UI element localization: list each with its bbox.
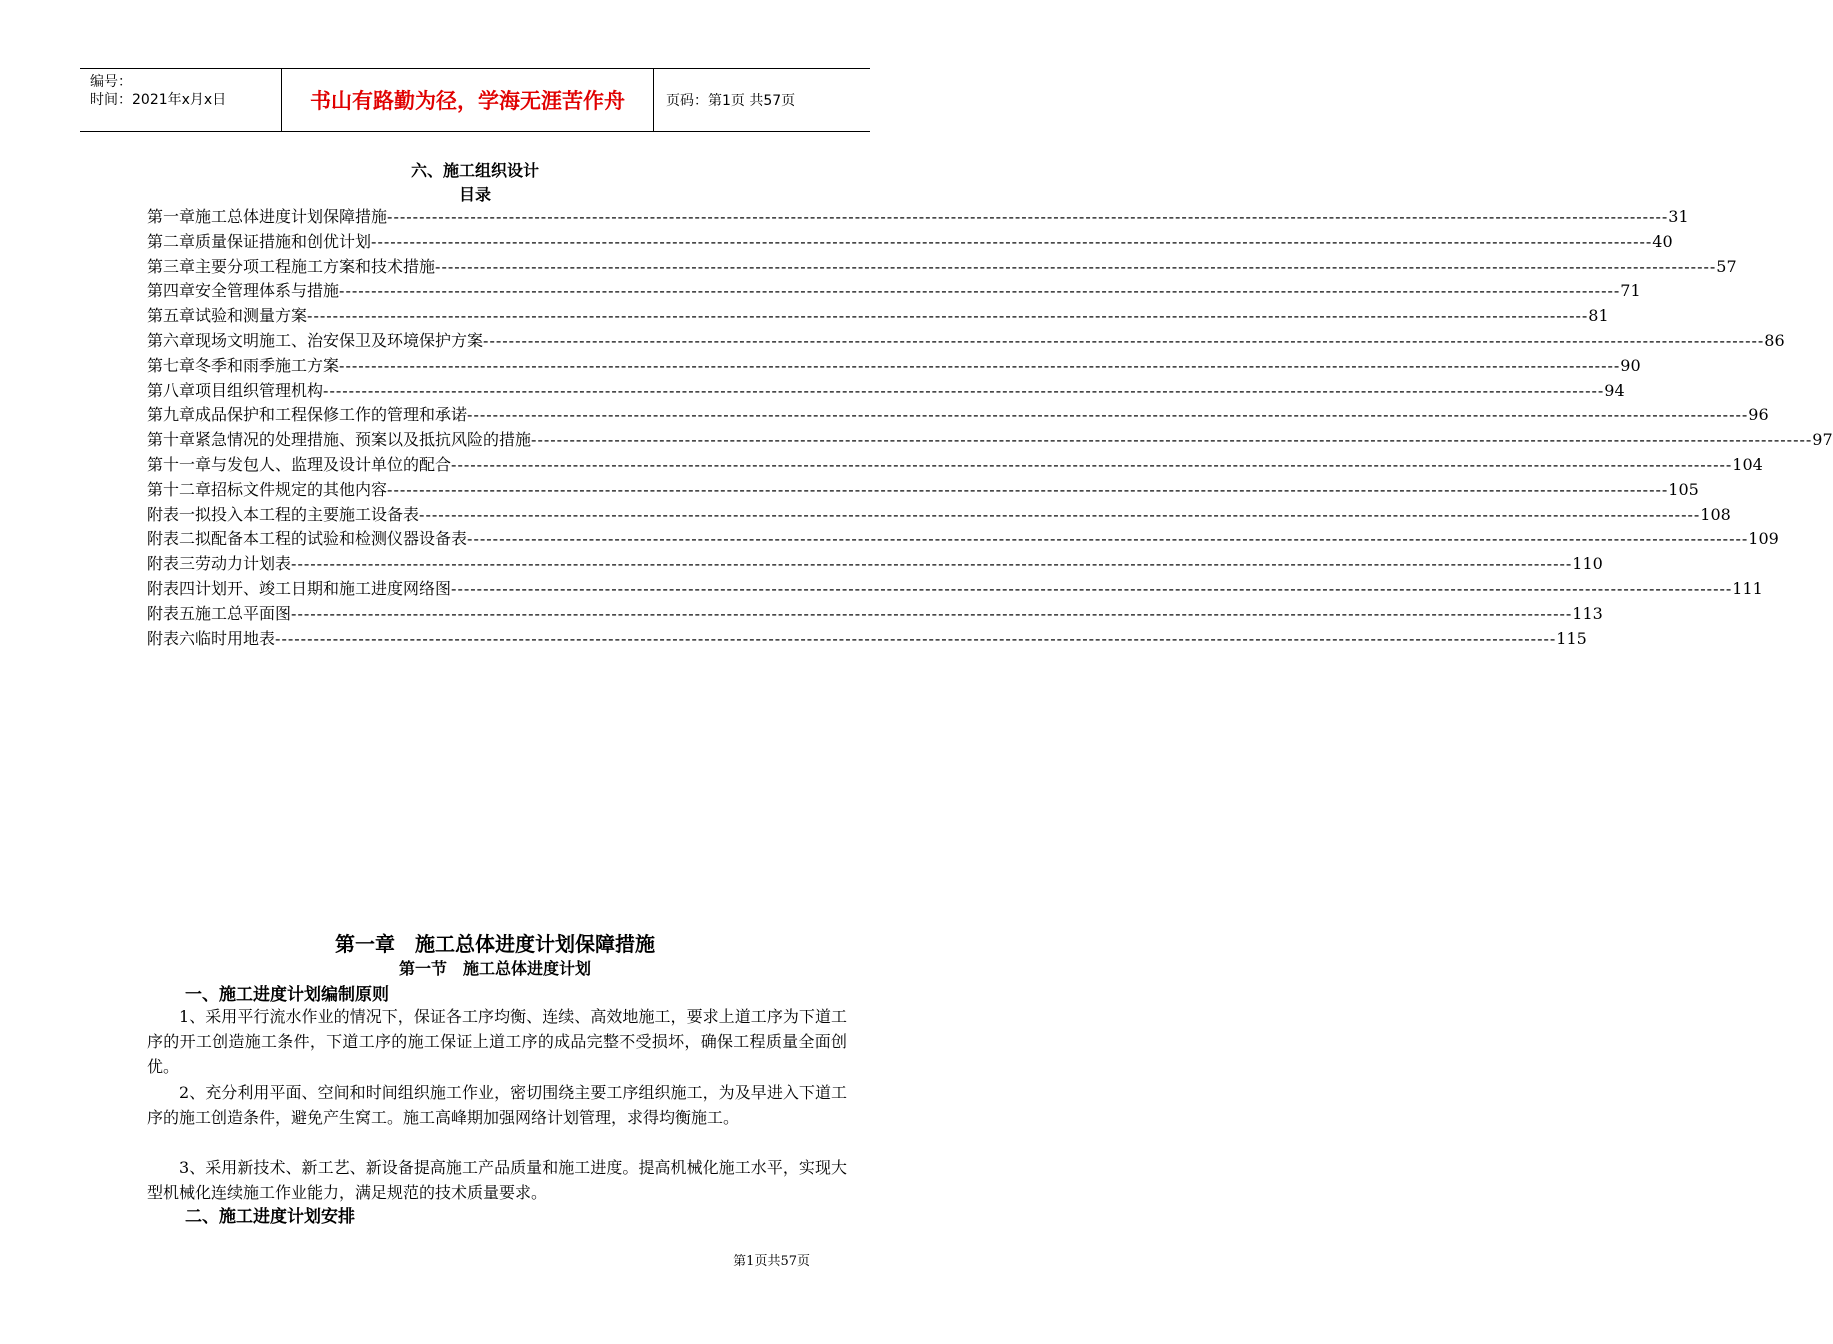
section-title: 六、施工组织设计 [410,161,539,180]
header-meta [80,69,282,131]
toc-entry [147,329,1785,354]
chapter-title: 第一章 施工总体进度计划保障措施 [335,932,655,956]
toc-leader: -------------------------------------------------------------------------------------------------------------------------------------------------------------------------------------------------------- [435,256,1717,276]
toc-leader: -------------------------------------------------------------------------------------------------------------------------------------------------------------------------------------------------------- [339,355,1621,375]
toc-leader: -------------------------------------------------------------------------------------------------------------------------------------------------------------------------------------------------------- [387,479,1669,499]
section-heading: 第一节 施工总体进度计划 [398,959,591,978]
toc-entry [147,379,1625,404]
toc-page-number: 109 [1748,529,1779,549]
toc-entry-title: 与发包人、监理及设计单位的配合 [211,454,452,474]
toc-entry-title: 施工总平面图 [195,603,292,623]
toc-chapter: 第四章 [147,281,196,301]
toc-entry-title: 质量保证措施和创优计划 [195,231,372,251]
toc-leader: -------------------------------------------------------------------------------------------------------------------------------------------------------------------------------------------------------- [307,306,1589,326]
toc-entry [147,304,1609,329]
toc-entry [147,577,1763,602]
toc-entry-title: 施工总体进度计划保障措施 [195,207,388,226]
toc-entry [147,503,1731,528]
toc-entry [147,627,1587,652]
toc-entry [147,428,1833,453]
toc-entry-title: 拟投入本工程的主要施工设备表 [195,504,420,524]
toc-page-number: 90 [1620,355,1641,375]
time-label: 时间：2021年x月x日 [90,92,227,108]
subheading-1: 一、施工进度计划编制原则 [185,985,389,1005]
toc-page-number: 113 [1572,603,1603,623]
toc-entry-title: 临时用地表 [195,628,276,648]
toc-leader: -------------------------------------------------------------------------------------------------------------------------------------------------------------------------------------------------------- [275,628,1557,648]
toc-entry-title: 劳动力计划表 [195,554,292,574]
toc-entry-title: 冬季和雨季施工方案 [195,355,340,375]
toc-leader: -------------------------------------------------------------------------------------------------------------------------------------------------------------------------------------------------------- [467,405,1749,425]
toc-entry [147,354,1641,379]
toc-entry [147,403,1769,428]
toc-page-number: 96 [1748,405,1769,425]
toc-entry-title: 现场文明施工、治安保卫及环境保护方案 [195,330,484,350]
header-page-code [654,69,870,131]
toc-page-number: 57 [1716,256,1737,276]
toc-page-number: 71 [1620,281,1641,301]
toc-chapter: 附表三 [147,554,196,574]
motto: 书山有路勤为径，学海无涯苦作舟 [310,89,625,113]
toc-entry-title: 主要分项工程施工方案和技术措施 [195,256,436,276]
toc-page-number: 97 [1812,430,1833,450]
number-label: 编号： [90,74,132,90]
toc-chapter: 第五章 [147,306,196,326]
subheading-2: 二、施工进度计划安排 [185,1207,355,1227]
toc-leader: -------------------------------------------------------------------------------------------------------------------------------------------------------------------------------------------------------- [531,430,1813,450]
paragraph-3: 3、采用新技术、新工艺、新设备提高施工产品质量和施工进度。提高机械化施工水平，实现大型机械化连续施工作业能力，满足规范的技术质量要求。 [147,1158,847,1202]
paragraph-1: 1、采用平行流水作业的情况下，保证各工序均衡、连续、高效地施工，要求上道工序为下道工序的开工创造施工条件，下道工序的施工保证上道工序的成品完整不受损坏，确保工程质量全面创优。 [147,1007,847,1076]
toc-chapter: 第三章 [147,256,196,276]
toc-chapter: 第十一章 [147,454,212,474]
toc-entry [147,205,1689,230]
toc-chapter: 附表四 [147,578,196,598]
toc-chapter: 附表六 [147,628,196,648]
toc-chapter: 第六章 [147,330,196,350]
toc-page-number: 104 [1732,454,1763,474]
toc-leader: -------------------------------------------------------------------------------------------------------------------------------------------------------------------------------------------------------- [451,454,1733,474]
toc-entry [147,279,1641,304]
toc-entry [147,552,1603,577]
toc-page-number: 110 [1572,554,1603,574]
toc-entry-title: 成品保护和工程保修工作的管理和承诺 [195,405,468,425]
toc-entry [147,602,1603,627]
toc-chapter: 第十章 [147,430,196,450]
toc-entry [147,478,1699,503]
toc-page-number: 40 [1652,231,1673,251]
toc-entry-title: 拟配备本工程的试验和检测仪器设备表 [195,529,468,549]
table-of-contents [147,205,1833,651]
toc-entry [147,527,1779,552]
toc-chapter: 附表二 [147,529,196,549]
page-header [80,68,870,132]
toc-entry-title: 项目组织管理机构 [195,380,324,400]
toc-page-number: 94 [1604,380,1625,400]
toc-entry-title: 紧急情况的处理措施、预案以及抵抗风险的措施 [195,430,532,450]
toc-entry-title: 试验和测量方案 [195,306,308,326]
header-motto-cell [282,69,654,131]
toc-leader: -------------------------------------------------------------------------------------------------------------------------------------------------------------------------------------------------------- [371,231,1653,251]
toc-chapter: 第二章 [147,231,196,251]
page-footer: 第1页共57页 [733,1254,810,1269]
paragraph-2: 2、充分利用平面、空间和时间组织施工作业，密切围绕主要工序组织施工，为及早进入下道工序的施工创造条件，避免产生窝工。施工高峰期加强网络计划管理，求得均衡施工。 [147,1083,847,1127]
toc-page-number: 115 [1556,628,1587,648]
toc-chapter: 第八章 [147,380,196,400]
toc-leader: -------------------------------------------------------------------------------------------------------------------------------------------------------------------------------------------------------- [291,603,1573,623]
toc-entry [147,255,1737,280]
toc-entry [147,230,1673,255]
toc-entry-title: 计划开、竣工日期和施工进度网络图 [195,578,452,598]
toc-chapter: 附表五 [147,603,196,623]
toc-chapter: 第一章 [147,207,196,226]
toc-title: 目录 [458,185,491,204]
toc-leader: -------------------------------------------------------------------------------------------------------------------------------------------------------------------------------------------------------- [467,529,1749,549]
toc-leader: -------------------------------------------------------------------------------------------------------------------------------------------------------------------------------------------------------- [291,554,1573,574]
toc-chapter: 第九章 [147,405,196,425]
toc-leader: -------------------------------------------------------------------------------------------------------------------------------------------------------------------------------------------------------- [387,207,1669,226]
toc-page-number: 81 [1588,306,1609,326]
toc-page-number: 108 [1700,504,1731,524]
toc-entry [147,453,1763,478]
toc-chapter: 第十二章 [147,479,212,499]
toc-page-number: 31 [1668,207,1689,226]
toc-leader: -------------------------------------------------------------------------------------------------------------------------------------------------------------------------------------------------------- [451,578,1733,598]
toc-leader: -------------------------------------------------------------------------------------------------------------------------------------------------------------------------------------------------------- [323,380,1605,400]
toc-entry-title: 招标文件规定的其他内容 [211,479,388,499]
toc-leader: -------------------------------------------------------------------------------------------------------------------------------------------------------------------------------------------------------- [483,330,1765,350]
toc-chapter: 第七章 [147,355,196,375]
toc-page-number: 111 [1732,578,1763,598]
toc-entry-title: 安全管理体系与措施 [195,281,340,301]
toc-page-number: 105 [1668,479,1699,499]
toc-leader: -------------------------------------------------------------------------------------------------------------------------------------------------------------------------------------------------------- [339,281,1621,301]
toc-leader: -------------------------------------------------------------------------------------------------------------------------------------------------------------------------------------------------------- [419,504,1701,524]
toc-chapter: 附表一 [147,504,196,524]
toc-page-number: 86 [1764,330,1785,350]
page-code: 页码：第1页 共57页 [666,93,796,109]
